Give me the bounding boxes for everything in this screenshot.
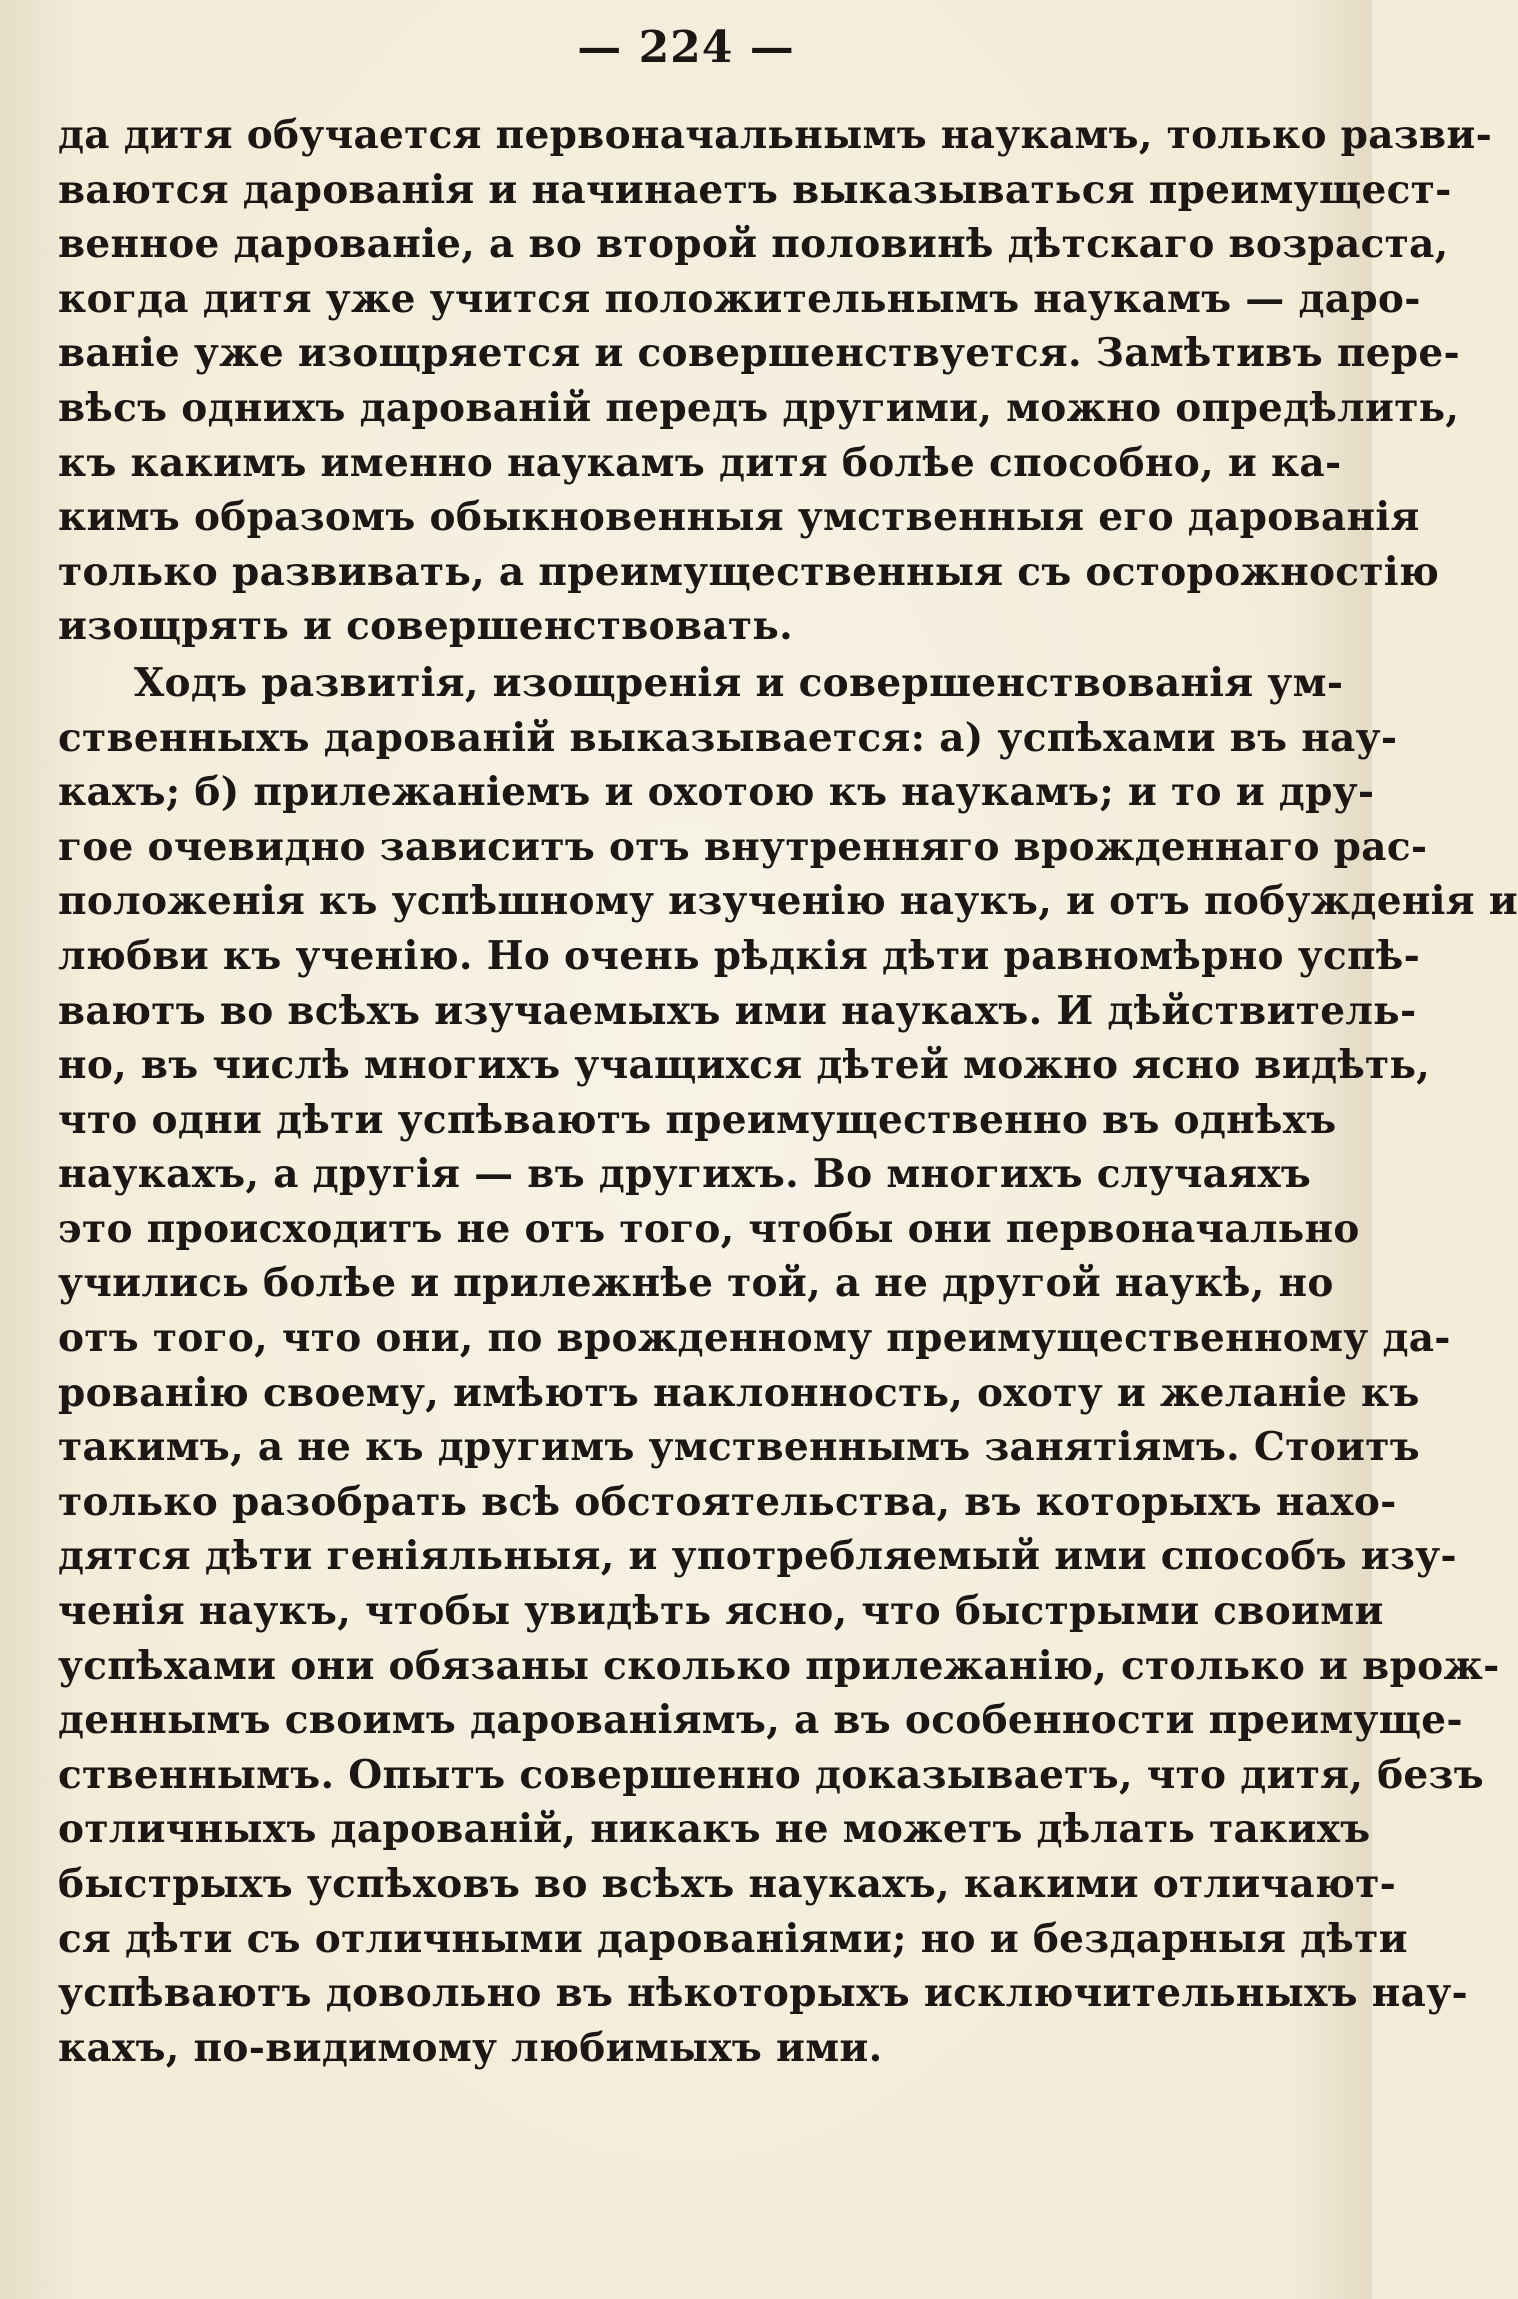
- text-line: кимъ образомъ обыкновенныя умственныя его дарованія: [58, 494, 1420, 541]
- text-line: но, въ числѣ многихъ учащихся дѣтей можно ясно видѣть,: [58, 1042, 1431, 1089]
- text-line: положенія къ успѣшному изученію наукъ, и отъ побужденія и: [58, 878, 1518, 925]
- text-line: это происходитъ не отъ того, чтобы они первоначально: [58, 1205, 1360, 1252]
- text-line: учились болѣе и прилежнѣе той, а не другой наукѣ, но: [58, 1260, 1334, 1307]
- text-line: гое очевидно зависитъ отъ внутренняго врожденнаго рас-: [58, 823, 1428, 870]
- text-line: успѣваютъ довольно въ нѣкоторыхъ исключительныхъ нау-: [58, 1970, 1468, 2017]
- text-line: дятся дѣти геніяльныя, и употребляемый ими способъ изу-: [58, 1533, 1457, 1580]
- text-line: Ходъ развитія, изощренія и совершенствованія ум-: [134, 659, 1344, 706]
- text-line: наукахъ, а другія — въ другихъ. Во многихъ случаяхъ: [58, 1151, 1312, 1198]
- text-line: когда дитя уже учится положительнымъ наукамъ — даро-: [58, 275, 1421, 322]
- text-line: изощрять и совершенствовать.: [58, 603, 794, 650]
- text-line: деннымъ своимъ дарованіямъ, а въ особенности преимуще-: [58, 1697, 1463, 1744]
- text-line: кахъ; б) прилежаніемъ и охотою къ наукамъ; и то и дру-: [58, 769, 1375, 816]
- text-line: ся дѣти съ отличными дарованіями; но и бездарныя дѣти: [58, 1915, 1408, 1962]
- text-line: къ какимъ именно наукамъ дитя болѣе способно, и ка-: [58, 439, 1342, 486]
- text-line: ченія наукъ, чтобы увидѣть ясно, что быстрыми своими: [58, 1588, 1384, 1635]
- text-line: кахъ, по-видимому любимыхъ ими.: [58, 2024, 883, 2071]
- text-line: такимъ, а не къ другимъ умственнымъ занятіямъ. Стоитъ: [58, 1424, 1420, 1471]
- text-line: отличныхъ дарованій, никакъ не можетъ дѣлать такихъ: [58, 1806, 1371, 1853]
- text-line: вѣсъ однихъ дарованій передъ другими, можно опредѣлить,: [58, 384, 1460, 431]
- text-line: венное дарованіе, а во второй половинѣ дѣтскаго возраста,: [58, 221, 1449, 268]
- page-number: — 224 —: [577, 22, 795, 73]
- text-line: да дитя обучается первоначальнымъ наукамъ, только разви-: [58, 112, 1493, 158]
- body-text: [58, 108, 1518, 2075]
- text-line: успѣхами они обязаны сколько прилежанію, столько и врож-: [58, 1642, 1500, 1689]
- text-line: ственныхъ дарованій выказывается: а) успѣхами въ нау-: [58, 714, 1398, 761]
- text-line: что одни дѣти успѣваютъ преимущественно въ однѣхъ: [58, 1096, 1337, 1143]
- text-line: быстрыхъ успѣховъ во всѣхъ наукахъ, какими отличают-: [58, 1861, 1397, 1907]
- text-line: рованію своему, имѣютъ наклонность, охоту и желаніе къ: [58, 1369, 1420, 1416]
- text-line: ваютъ во всѣхъ изучаемыхъ ими наукахъ. И дѣйствитель-: [58, 987, 1417, 1034]
- paragraph-2: [58, 656, 1518, 2075]
- text-line: только развивать, а преимущественныя съ осторожностію: [58, 548, 1440, 595]
- text-line: ваются дарованія и начинаетъ выказываться преимущест-: [58, 166, 1452, 213]
- text-line: любви къ ученію. Но очень рѣдкія дѣти равномѣрно успѣ-: [58, 932, 1421, 979]
- text-line: отъ того, что они, по врожденному преимущественному да-: [58, 1315, 1451, 1362]
- text-line: ственнымъ. Опытъ совершенно доказываетъ, что дитя, безъ: [58, 1751, 1484, 1798]
- text-line: ваніе уже изощряется и совершенствуется. Замѣтивъ пере-: [58, 330, 1460, 377]
- paragraph-1: [58, 108, 1493, 654]
- text-line: только разобрать всѣ обстоятельства, въ которыхъ нахо-: [58, 1478, 1397, 1525]
